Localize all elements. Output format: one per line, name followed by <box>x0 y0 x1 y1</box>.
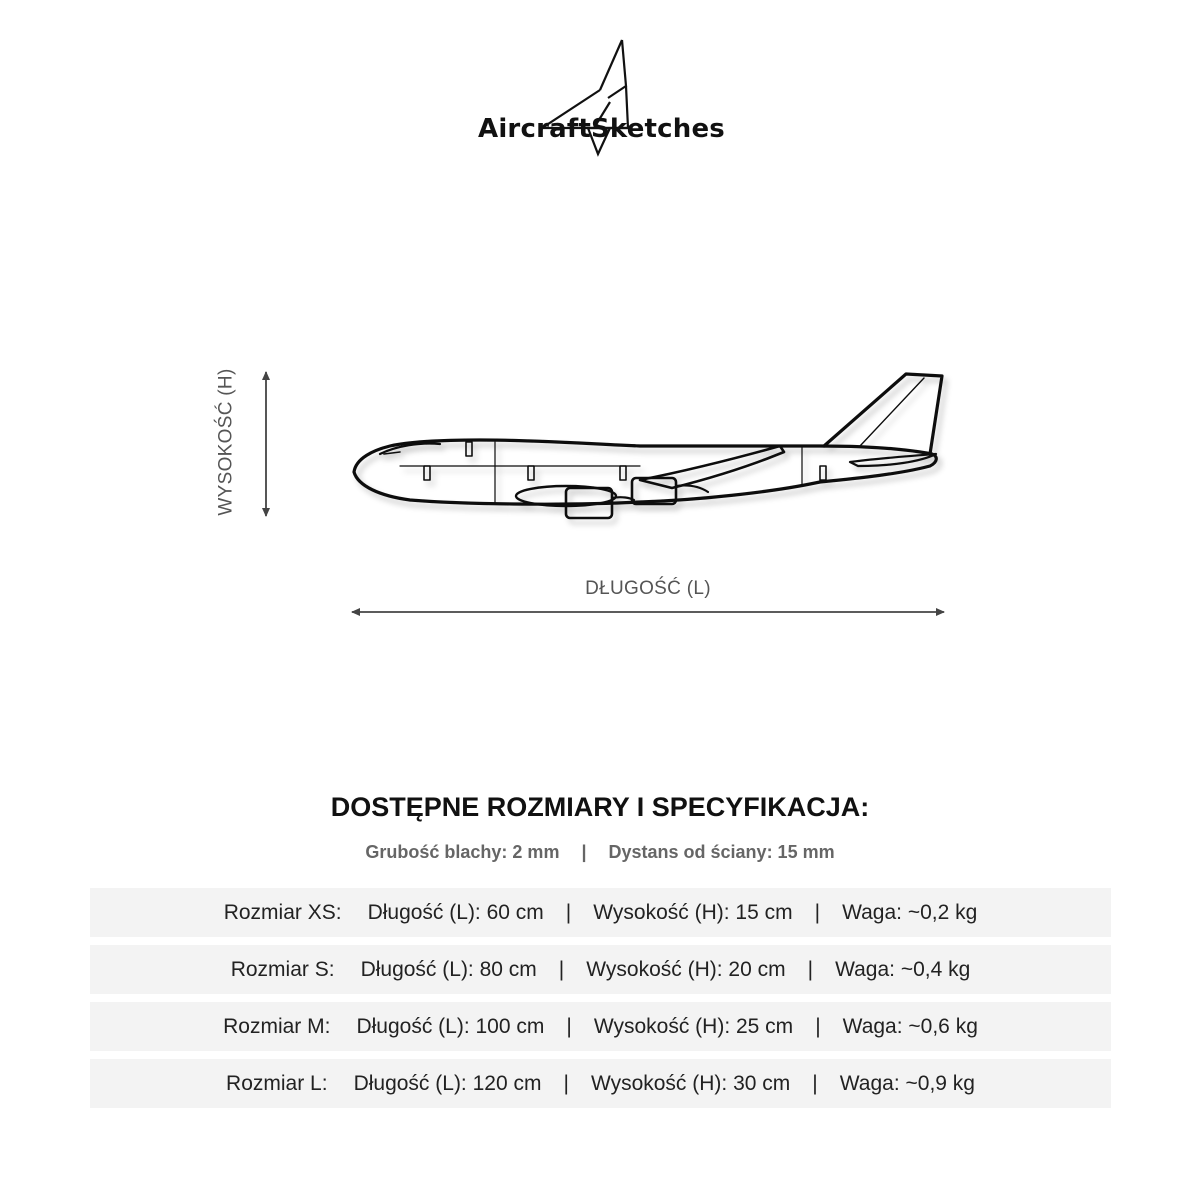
size-length: Długość (L): 80 cm <box>360 957 537 981</box>
size-name: Rozmiar XS: <box>223 900 342 924</box>
separator: | <box>814 900 821 924</box>
separator: | <box>581 842 587 862</box>
size-height: Wysokość (H): 15 cm <box>593 900 793 924</box>
separator: | <box>807 957 814 981</box>
separator: | <box>558 957 565 981</box>
size-weight: Waga: ~0,9 kg <box>839 1071 975 1095</box>
size-length: Długość (L): 60 cm <box>367 900 544 924</box>
size-weight: Waga: ~0,2 kg <box>842 900 978 924</box>
size-name: Rozmiar L: <box>226 1071 328 1095</box>
size-name: Rozmiar S: <box>230 957 335 981</box>
wall-distance: Dystans od ściany: 15 mm <box>608 842 835 862</box>
separator: | <box>815 1014 821 1038</box>
size-length: Długość (L): 120 cm <box>353 1071 542 1095</box>
size-length: Długość (L): 100 cm <box>356 1014 545 1038</box>
sheet-thickness: Grubość blachy: 2 mm <box>365 842 560 862</box>
size-height: Wysokość (H): 20 cm <box>586 957 786 981</box>
size-row-m <box>90 1002 1111 1051</box>
specs-subtitle <box>0 842 1200 863</box>
size-weight: Waga: ~0,4 kg <box>835 957 971 981</box>
length-dimension-label: DŁUGOŚĆ (L) <box>585 578 711 599</box>
aircraft-sketch <box>340 362 960 532</box>
separator: | <box>812 1071 818 1095</box>
specs-title: DOSTĘPNE ROZMIARY I SPECYFIKACJA: <box>330 792 870 822</box>
separator: | <box>565 900 572 924</box>
size-height: Wysokość (H): 30 cm <box>590 1071 791 1095</box>
size-name: Rozmiar M: <box>223 1014 331 1038</box>
size-row-xs <box>90 888 1111 937</box>
size-height: Wysokość (H): 25 cm <box>593 1014 794 1038</box>
separator: | <box>566 1014 572 1038</box>
brand-name: AircraftSketches <box>478 114 725 144</box>
sizes-table <box>90 888 1111 1116</box>
size-weight: Waga: ~0,6 kg <box>842 1014 978 1038</box>
separator: | <box>563 1071 569 1095</box>
height-dimension-label: WYSOKOŚĆ (H) <box>216 368 238 516</box>
size-row-l <box>90 1059 1111 1108</box>
size-row-s <box>90 945 1111 994</box>
